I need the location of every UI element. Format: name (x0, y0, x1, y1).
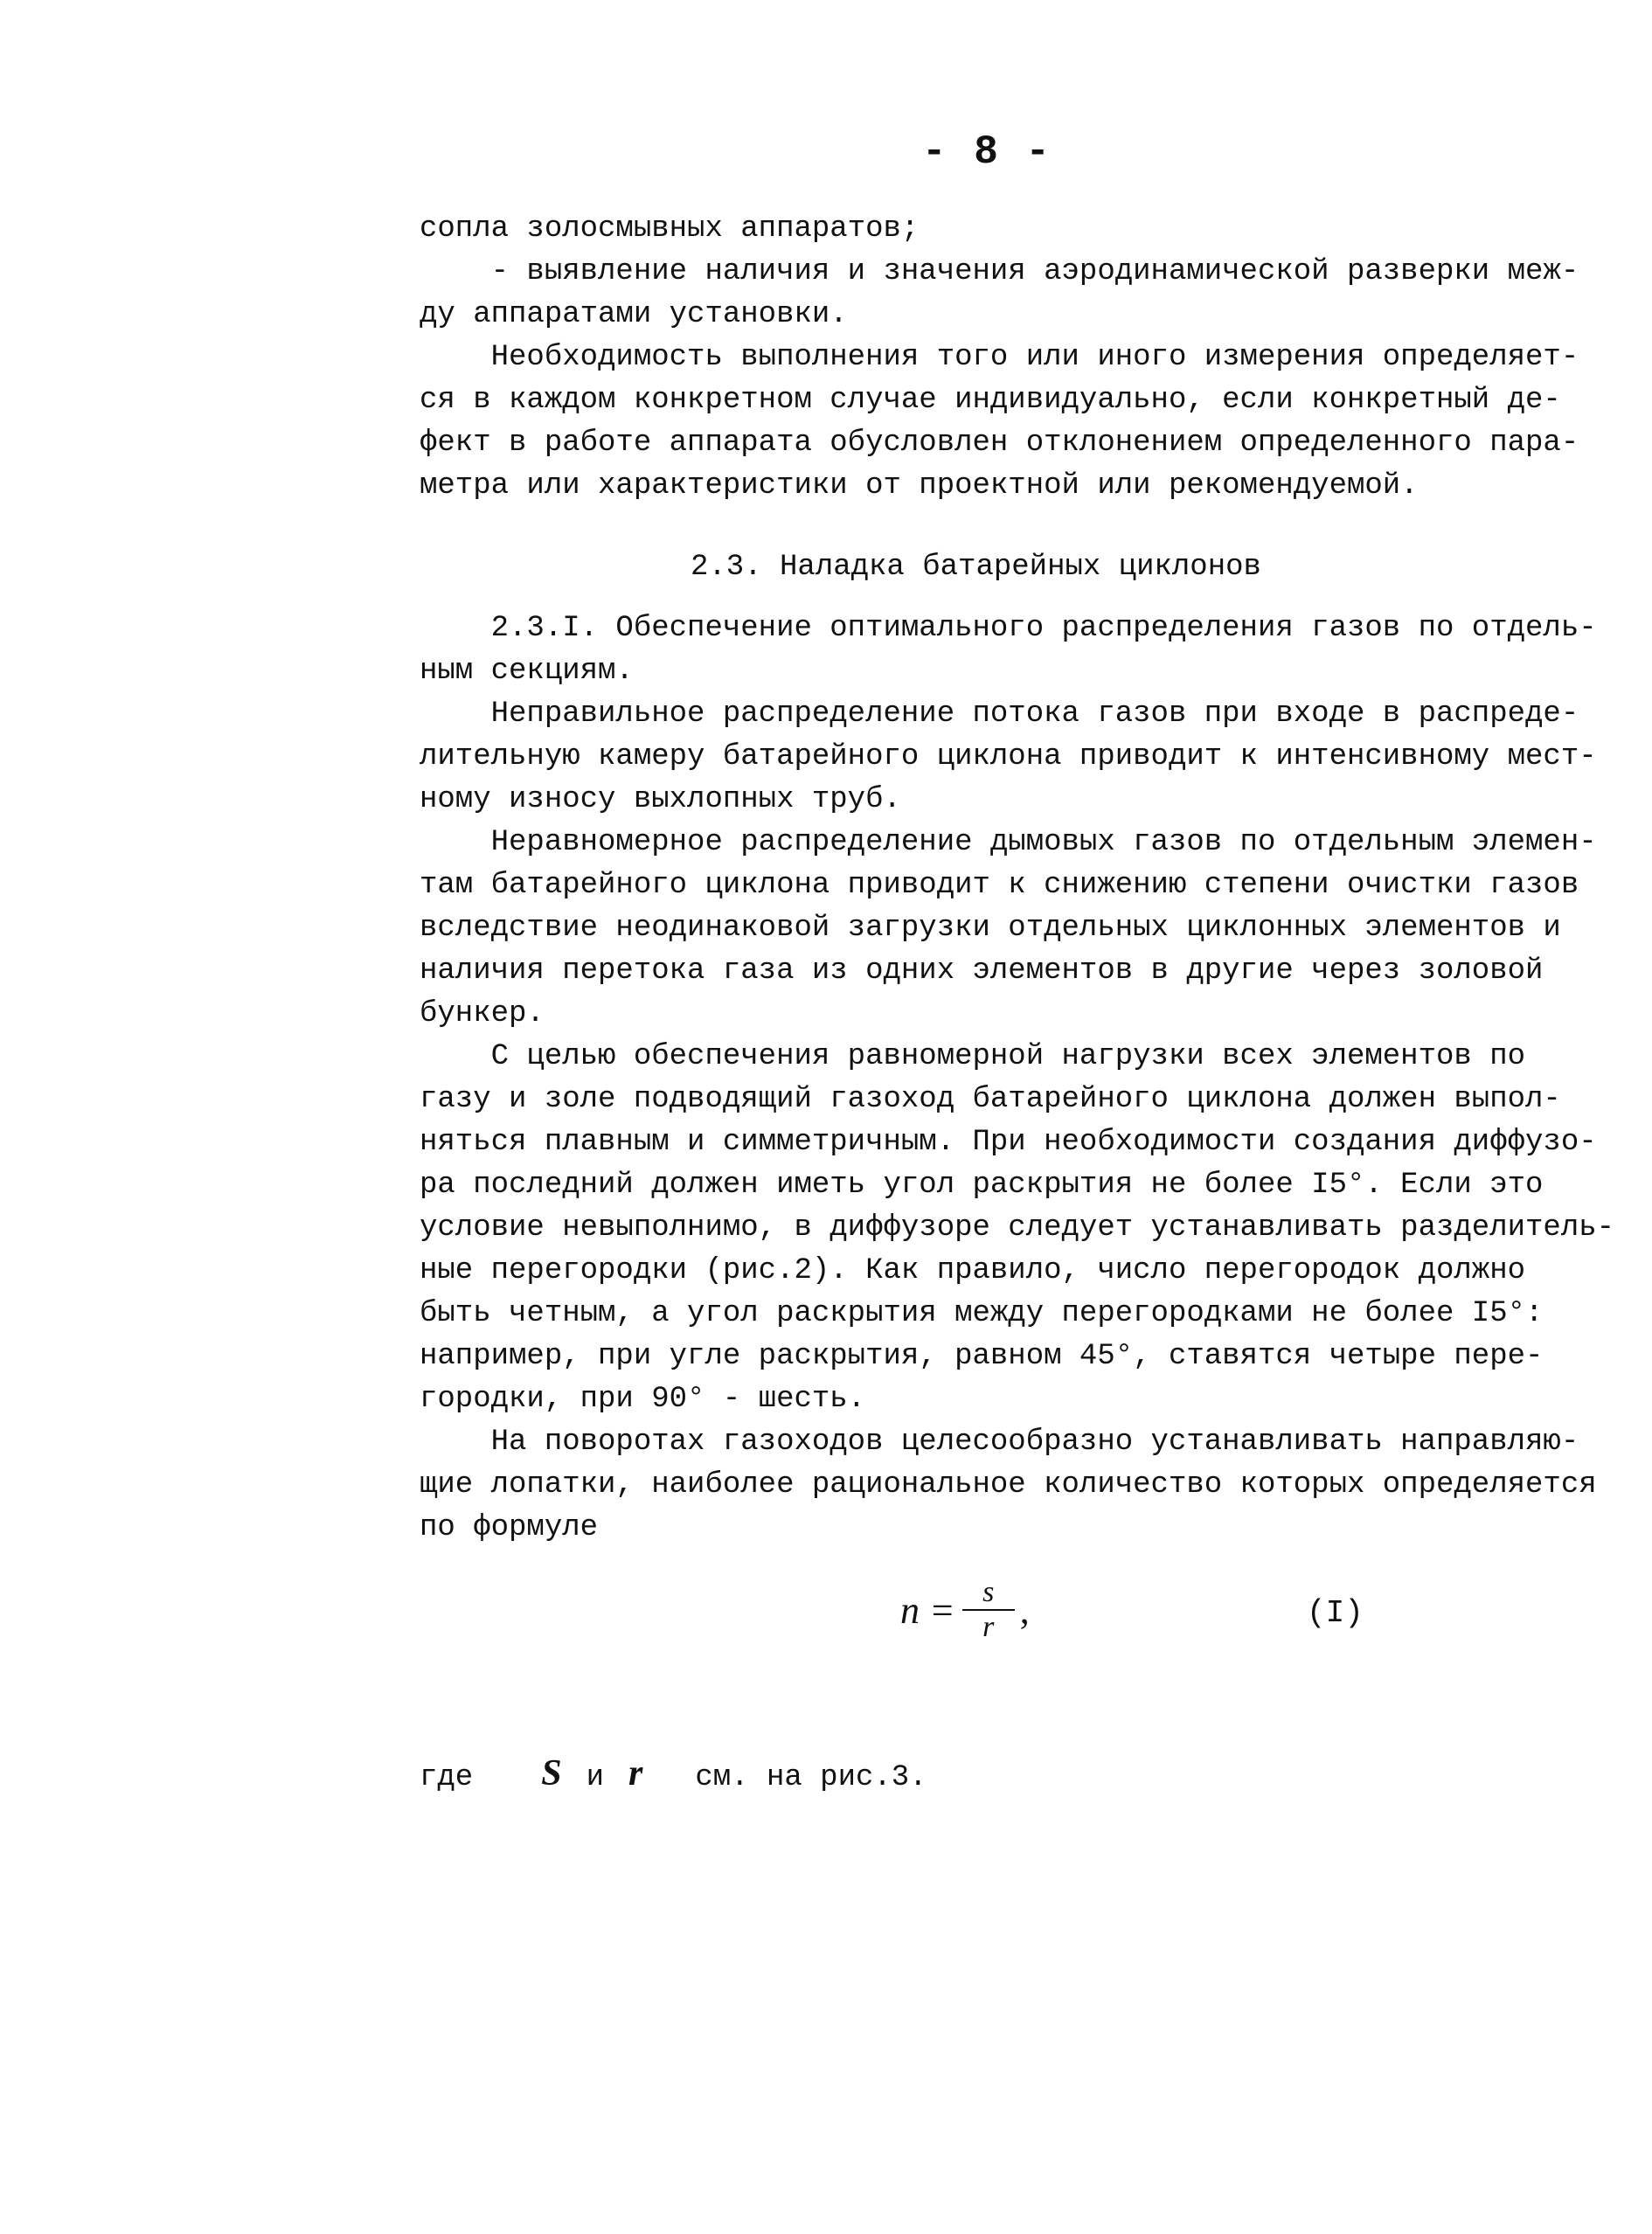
text-line: Необходимость выполнения того или иного измерения определяет- (420, 341, 1579, 374)
variable-r: r (628, 1753, 643, 1793)
text-line: фект в работе аппарата обусловлен отклонением определенного пара- (420, 427, 1579, 460)
text-line: по формуле (420, 1511, 599, 1544)
text-line: наличия перетока газа из одних элементов в другие через золовой (420, 954, 1544, 988)
text-line: условие невыполнимо, в диффузоре следует устанавливать разделитель- (420, 1211, 1615, 1245)
section-heading: 2.3. Наладка батарейных циклонов (691, 551, 1261, 584)
paragraph-block-intro (420, 208, 1586, 508)
text-line: ду аппаратами установки. (420, 298, 848, 331)
text-line: Неравномерное распределение дымовых газов по отдельным элемен- (420, 826, 1597, 859)
text-line: 2.3.I. Обеспечение оптимального распределения газов по отдель- (420, 612, 1597, 645)
formula-legend (420, 1752, 927, 1794)
text-line: щие лопатки, наиболее рациональное количество которых определяется (420, 1468, 1597, 1502)
formula-number: (I) (1307, 1595, 1364, 1631)
text-line: там батарейного циклона приводит к снижению степени очистки газов (420, 869, 1579, 902)
text-line: метра или характеристики от проектной или рекомендуемой. (420, 469, 1419, 503)
formula-comma: , (1019, 1588, 1030, 1632)
text-line: ся в каждом конкретном случае индивидуально, если конкретный де- (420, 384, 1561, 417)
text-line: Неправильное распределение потока газов при входе в распреде- (420, 697, 1579, 731)
formula (900, 1578, 1030, 1642)
text-line: С целью обеспечения равномерной нагрузки всех элементов по (420, 1040, 1526, 1073)
text-line: бункер. (420, 997, 545, 1030)
and-word: и (586, 1761, 604, 1794)
where-word: где (420, 1761, 474, 1794)
text-line: городки, при 90° - шесть. (420, 1383, 866, 1416)
text-line: газу и золе подводящий газоход батарейного циклона должен выпол- (420, 1083, 1561, 1116)
text-line: например, при угле раскрытия, равном 45°, ставятся четыре пере- (420, 1340, 1544, 1373)
text-line: сопла золосмывных аппаратов; (420, 212, 920, 246)
text-line: няться плавным и симметричным. При необходимости создания диффузо- (420, 1126, 1597, 1159)
formula-numerator: s (982, 1576, 995, 1608)
text-line: ному износу выхлопных труб. (420, 783, 901, 816)
text-line: ным секциям. (420, 655, 634, 688)
formula-denominator: r (982, 1611, 995, 1643)
formula-lhs: n = (900, 1588, 955, 1632)
text-line: лительную камеру батарейного циклона приводит к интенсивному мест- (420, 740, 1597, 774)
page-number: - 8 - (922, 129, 1052, 175)
text-line: вследствие неодинаковой загрузки отдельных циклонных элементов и (420, 912, 1561, 945)
text-line: - выявление наличия и значения аэродинамической разверки меж- (420, 255, 1579, 288)
variable-s: S (541, 1753, 562, 1793)
text-line: ные перегородки (рис.2). Как правило, число перегородок должно (420, 1254, 1526, 1287)
text-line: ра последний должен иметь угол раскрытия не более I5°. Если это (420, 1169, 1544, 1202)
text-line: быть четным, а угол раскрытия между перегородками не более I5°: (420, 1297, 1544, 1330)
formula-fraction (962, 1578, 1015, 1642)
text-line: На поворотах газоходов целесообразно устанавливать направляю- (420, 1426, 1579, 1459)
paragraph-block-main (420, 607, 1615, 1550)
figure-reference: см. на рис.3. (695, 1761, 927, 1794)
